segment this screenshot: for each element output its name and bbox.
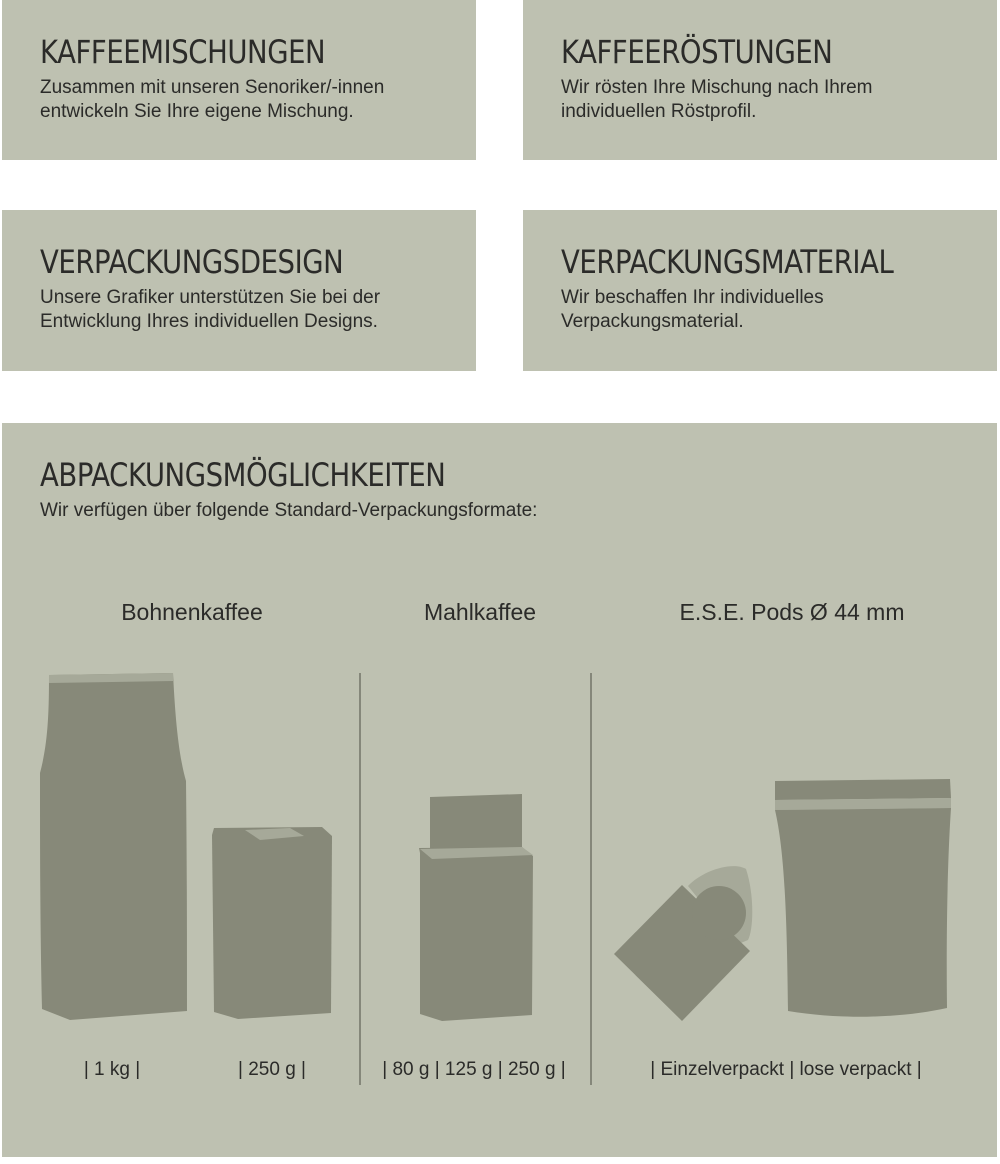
card-verpackungsmaterial	[523, 210, 997, 371]
bag-1kg-icon	[40, 673, 187, 1020]
card-verpackungsdesign	[2, 210, 476, 371]
packaging-title: ABPACKUNGSMÖGLICHKEITEN	[40, 456, 446, 494]
pod-single-icon	[614, 866, 752, 1021]
card-text: Zusammen mit unseren Senoriker/-innen entwickeln Sie Ihre eigene Mischung.	[40, 77, 385, 122]
card-kaffeeroestungen	[523, 0, 997, 160]
packaging-illustrations	[2, 423, 997, 1157]
size-250g: | 250 g |	[238, 1059, 306, 1080]
box-mahlkaffee-icon	[419, 794, 533, 1021]
card-title: VERPACKUNGSDESIGN	[40, 243, 344, 281]
packaging-subtitle: Wir verfügen über folgende Standard-Verpackungsformate:	[40, 500, 538, 521]
card-text: Wir beschaffen Ihr individuelles Verpackungsmaterial.	[561, 287, 824, 332]
size-ese-pods: | Einzelverpackt | lose verpackt |	[650, 1059, 922, 1080]
category-bohnenkaffee: Bohnenkaffee	[121, 599, 263, 625]
size-mahlkaffee: | 80 g | 125 g | 250 g |	[382, 1059, 566, 1080]
card-title: KAFFEEMISCHUNGEN	[40, 33, 326, 71]
card-text: Unsere Grafiker unterstützen Sie bei der Entwicklung Ihres individuellen Designs.	[40, 287, 381, 332]
bag-250g-icon	[212, 827, 332, 1019]
card-text: Wir rösten Ihre Mischung nach Ihrem individuellen Röstprofil.	[561, 77, 873, 122]
card-kaffeemischungen	[2, 0, 476, 160]
category-mahlkaffee: Mahlkaffee	[423, 599, 537, 625]
packaging-section	[2, 423, 997, 1157]
card-title: VERPACKUNGSMATERIAL	[561, 243, 894, 281]
size-1kg: | 1 kg |	[83, 1059, 141, 1080]
category-ese-pods: E.S.E. Pods Ø 44 mm	[679, 599, 905, 625]
card-title: KAFFEERÖSTUNGEN	[561, 33, 833, 71]
bag-pods-loose-icon	[775, 779, 951, 1017]
